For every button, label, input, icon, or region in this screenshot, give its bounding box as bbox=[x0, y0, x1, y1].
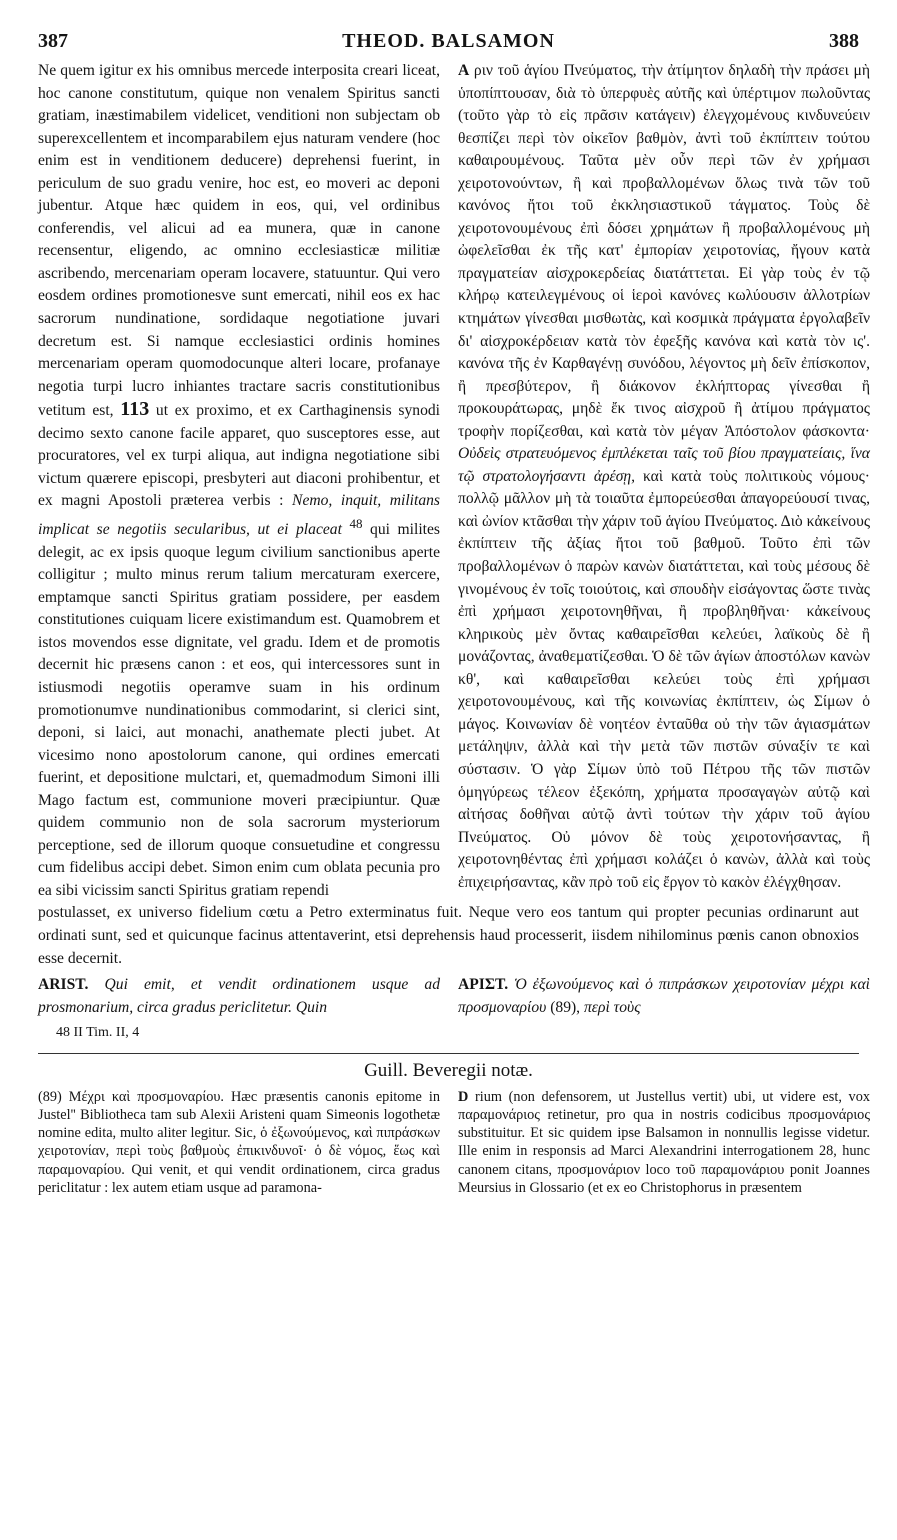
running-title: THEOD. BALSAMON bbox=[342, 30, 555, 52]
latin-text-part2: ut ex proximo, et ex Carthaginensis synodi decimo sexto canone facile apparet, quo susceptores esse, aut procuratores, vel ex turpi aliqua, aut indigna negotiatione sibi victum quærere episcopi, presbyteri aut diaconi prohibentur, et ex magni Apostoli præterea verbis : bbox=[38, 402, 441, 510]
arist-latin-text: Qui emit, et vendit ordinationem usque ad prosmonarium, circa gradus periclitetur. Quin bbox=[38, 976, 441, 1016]
latin-column bbox=[38, 60, 440, 902]
footnote-mark: 48 bbox=[349, 515, 363, 531]
latin-text-part1: Ne quem igitur ex his omnibus mercede interposita creari liceat, hoc canone constitutum, quique non venalem Spiritus sancti gratiam, inæstimabilem videlicet, venditioni non subjectam ob superexcellentem et incomparabilem ejus naturam vendere (hoc enim est in venditionem deducere) deprehensi fuerint, in periculum de suo gradu venire, hoc est, eo moveri ac deponi jubentur. Atque hæc quidem in eos, qui, vel ordinibus conferendis, vel alicui ad ea munera, quæ in canone recensentur, eligendo, ac omnino ecclesiasticæ militiæ ascribendo, mercenariam operam locavere, statuuntur. Qui vero eosdem ordines promotionesve sunt emercati, nihil eos ex hac sacrorum nundinatione, sordidaque negotiatione juvari decretum est. Si namque ecclesiastici ordinis homines mercenariam operam quomodocunque alteri locare, profanaye negotia turpi lucro inhiantes tractare sacris constitutionibus vetitum est, bbox=[38, 62, 440, 420]
notes-right-text: rium (non defensorem, ut Justellus vertit) ubi, ut videre est, vox παραμονάριος retinetur, pro qua in nostris codicibus προσμονάριος substituitur. Et sic quidem ipse Balsamon in nonnullis legisse videtur. Ille enim in responsis ad Marci Alexandrini interrogationem 28, hunc canonem citans, προσμονάριον loco τοῦ παραμονάριου ponit Joannes Meursius in Glossario (et ex eo Christophorus in præsentem bbox=[458, 1089, 870, 1196]
main-columns bbox=[38, 60, 870, 902]
latin-text-part3: qui milites delegit, ac ex ipsis quoque legum civilium sanctionibus aperte colligitur ; multo minus rerum talium mercaturam exercere, emptamque sancti Spiritus gratiam possidere, per easdem constitutiones cuiquam licere existimandum est. Quamobrem et istos movendos esse dignitate, vel gradu. Idem et de promotis decernit hic præsens canon : et eos, qui intercessores sunt in istiusmodi negotiis operamve suam in his ordinum promotionumve nundinationibus commodarint, si clerici sint, deponi, si laici, aut monachi, anathemate plecti jubet. At vicesimo nono apostolorum canone, qui ordines emercati fuerint, et depositione mulctari, et, quemadmodum Simoni illi Mago factum est, communione moveri præcipiuntur. Quæ quidem communio non de sola sacrorum mysteriorum perceptione, sed de illorum quoque consuetudine et congressu cum fidelibus accipi debet. Simon enim cum oblata pecunia pro ea sibi vicissim sancti Spiritus gratiam rependi bbox=[38, 521, 440, 899]
greek-paragraph bbox=[458, 60, 870, 894]
page-number-left: 387 bbox=[38, 30, 68, 52]
page-header bbox=[38, 30, 859, 60]
arist-greek-label: ΑΡΙΣΤ. bbox=[458, 976, 509, 994]
greek-text-part2: καὶ κατὰ τοὺς πολιτικοὺς νόμους· πολλῷ μᾶλλον μὴ τὰ τοιαῦτα ἐμπορεύεσθαι ἀπαγορεύουσί τινας, καὶ ὠνίον κτᾶσθαι τὴν χάριν τοῦ ἁγίου Πνεύματος. Διὸ κἀκείνους ἐκπίπτειν τῆς ἀξίας ἤτοι τοῦ βαθμοῦ. Τοῦτο ἐπὶ τῶν προβαλλομένων ὁ παρὼν κανὼν διατάττεται, καὶ τοὺς μέσους δὲ γινομένους ἐν τοῖς τοιούτοις, καὶ σπουδὴν εἰσάγοντας ὥστε τινὰς ἐπὶ χρήμασι χειροτονηθῆναι, ἢ προβληθῆναι· κἀκείνους κληρικοὺς μὲν ὄντας καθαιρεῖσθαι κελεύει, λαϊκοὺς δὲ ἢ μονάζοντας, ἀναθεματίζεσθαι. Ὁ δὲ τῶν ἁγίων ἀποστόλων κανὼν κθ', καὶ καθαιρεῖσθαι κελεύει τοὺς ἐπὶ χρήμασι χειροτονουμένους, καὶ τῆς κοινωνίας ἐκπίπτειν, ὡς Σίμων ὁ μάγος. Κοινωνίαν δὲ νοητέον ἐνταῦθα οὐ τὴν τῶν ἁγιασμάτων μετάληψιν, ἀλλὰ καὶ τὴν μετὰ τῶν πιστῶν σύναξίν τε καὶ σύστασιν. Ὁ γὰρ Σίμων ὑπὸ τοῦ Πέτρου τῆς τῶν πιστῶν ὁμηγύρεως τέλεον ἐξεκόπη, χρήματα προσαγαγὼν αὐτῷ καὶ αἰτήσας δοθῆναι αὐτῷ ἀντὶ τούτων τὴν χάριν τοῦ ἁγίου Πνεύματος. Οὐ μόνον δὲ τοὺς χειροτονήσαντας, ἢ χειροτονηθέντας ἐπὶ χρήμασι κολάζει ὁ κανὼν, ἀλλὰ καὶ τοὺς ἐπιχειρήσαντας, κἂν πρὸ τοῦ εἰς ἔργον τὸ κακὸν ἐλέγχθησαν. bbox=[458, 467, 870, 891]
margin-marker-d: D bbox=[458, 1089, 469, 1106]
arist-latin bbox=[38, 974, 440, 1019]
full-width-text: postulasset, ex universo fidelium cœtu a Petro exterminatus fuit. Neque vero eos tantum qui propter pecunias ordinarunt aut ordinati sunt, sed et quicunque facinus attentaverint, etsi deprehensis haud processerit, iisdem nihilominus pœnis canon obnoxios esse decernit. bbox=[38, 904, 859, 967]
latin-scripture-quote: Nemo, inquit, militans implicat se negotiis secularibus, ut ei placeat bbox=[38, 492, 440, 539]
page-number-right: 388 bbox=[829, 30, 859, 52]
greek-text-part1: ριν τοῦ ἁγίου Πνεύματος, τὴν ἀτίμητον δηλαδὴ τὴν πράσει μὴ ὑποπίπτουσαν, διὰ τὸ ὑπερφυὲς αὐτῆς καὶ ὑπέρτιμον πωλοῦντας (τοῦτο γὰρ τὸ εἰς πρᾶσιν κατάγειν) ἐλεγχομένους κινδυνεύειν θεσπίζει περὶ τὸν οἰκεῖον βαθμὸν, ἀντὶ τοῦ ἐκπίπτειν τούτου καθαιρουμένους. Ταῦτα μὲν οὖν περὶ τῶν ἐν χρήμασι χειροτονούντων, ἢ καὶ προβαλλομένων ὅλως τινὰ τῶν τοῦ κανόνος ἤτοι τοῦ ἐκκλησιαστικοῦ τάγματος. Τοὺς δὲ χειροτονουμένους ἐπὶ δόσει χρημάτων ἢ προβαλλομένους μὴ ὠφελεῖσθαι ἐκ τῆς κατ' ἐμπορίαν χειροτονίας, ἤγουν κατὰ πραγματείαν αἰσχροκερδείας διατάττεται. Εἰ γὰρ τοὺς ἐν τῷ κλήρῳ κατειλεγμένους οἱ ἱεροὶ κανόνες κωλύουσιν ἀλλοτρίων κτημάτων γίνεσθαι μισθωτὰς, καὶ κοσμικὰ πράγματα ἐργολαβεῖν δι' αἰσχροκέρδειαν κατὰ τὸν ἐφεξῆς κανόνα καὶ κατὰ τὸν ις'. κανόνα τῆς ἐν Καρθαγένῃ συνόδου, λέγοντος μὴ δεῖν ἐπίσκοπον, ἢ πρεσβύτερον, ἢ διάκονον ἐκλήπτορας γίνεσθαι ἢ προκουράτωρας, μηδὲ ἔκ τινος αἰσχροῦ ἢ ἀτίμου πράγματος τροφὴν πορίζεσθαι, καὶ κατὰ τὸν μέγαν Ἀπόστολον φάσκοντα· bbox=[458, 62, 870, 440]
arist-greek bbox=[458, 974, 870, 1019]
arist-greek-text: Ὁ ἐξωνούμενος καὶ ὁ πιπράσκων χειροτονίαν μέχρι καὶ προσμοναρίου bbox=[458, 976, 870, 1016]
reference-number: 113 bbox=[120, 398, 150, 421]
arist-greek-tail: περὶ τοὺς bbox=[584, 998, 641, 1016]
latin-paragraph bbox=[38, 60, 440, 902]
margin-marker-a: A bbox=[458, 62, 470, 79]
greek-column bbox=[458, 60, 870, 902]
arist-latin-label: ARIST. bbox=[38, 976, 89, 994]
arist-row bbox=[38, 974, 870, 1019]
notes-right bbox=[458, 1088, 870, 1197]
notes-left: (89) Μέχρι καὶ προσμοναρίου. Hæc præsentis canonis epitome in Justel'' Bibliotheca tam sub Alexii Aristeni quam Simeonis logothetæ nomine edita, multo aliter legitur. Sic, ὁ ἐξωνούμενος, καὶ πιπράσκων χειροτονίαν, περὶ τοὺς βαθμοὺς ἐπικινδυνοῖ· ὁ δὲ νόμος, ἕως καὶ παραμοναρίου. Qui venit, et qui vendit ordinationem, circa gradus periclitatur : lex autem etiam usque ad paramona- bbox=[38, 1089, 440, 1196]
notes-title: Guill. Beveregii notæ. bbox=[364, 1060, 533, 1082]
footnote: 48 II Tim. II, 4 bbox=[56, 1025, 140, 1041]
notes-columns bbox=[38, 1088, 870, 1197]
arist-greek-num: (89), bbox=[550, 998, 581, 1016]
section-divider bbox=[38, 1053, 859, 1054]
greek-scripture-quote: Οὐδεὶς στρατευόμενος ἐμπλέκεται ταῖς τοῦ βίου πραγματείαις, ἵνα τῷ στρατολογήσαντι ἀρέσῃ, bbox=[458, 445, 870, 485]
